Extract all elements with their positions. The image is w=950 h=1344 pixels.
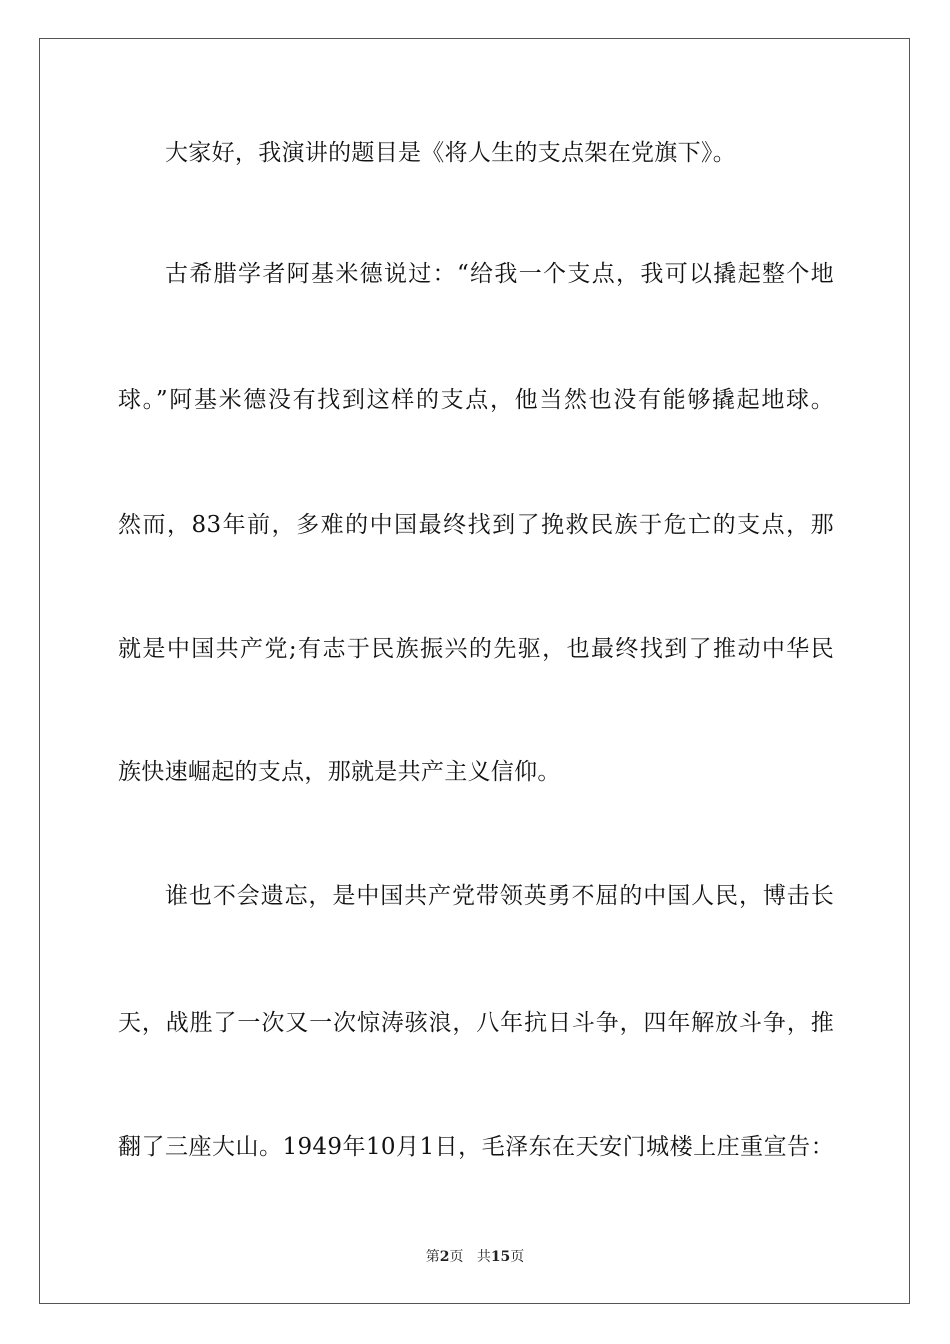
footer-total-pages: 15 <box>490 1249 511 1265</box>
paragraph-line: 谁也不会遗忘，是中国共产党带领英勇不屈的中国人民，博击长 <box>165 883 834 909</box>
paragraph-line: 然而，83年前，多难的中国最终找到了挽救民族于危亡的支点，那 <box>118 512 834 538</box>
paragraph-line: 族快速崛起的支点，那就是共产主义信仰。 <box>118 759 561 785</box>
page-footer <box>0 1248 950 1266</box>
paragraph-line: 大家好，我演讲的题目是《将人生的支点架在党旗下》。 <box>165 140 736 166</box>
footer-page-prefix: 第 <box>425 1249 440 1265</box>
paragraph-line: 球。”阿基米德没有找到这样的支点，他当然也没有能够撬起地球。 <box>118 387 834 413</box>
paragraph-line: 翻了三座大山。1949年10月1日，毛泽东在天安门城楼上庄重宣告： <box>118 1134 834 1160</box>
paragraph-line: 就是中国共产党;有志于民族振兴的先驱，也最终找到了推动中华民 <box>118 636 834 662</box>
footer-total-prefix: 共 <box>476 1249 491 1265</box>
footer-page-number: 2 <box>439 1249 450 1265</box>
footer-page-suffix: 页 <box>449 1249 464 1265</box>
paragraph-line: 古希腊学者阿基米德说过：“给我一个支点，我可以撬起整个地 <box>165 261 834 287</box>
footer-total-suffix: 页 <box>510 1249 525 1265</box>
paragraph-line: 天，战胜了一次又一次惊涛骇浪，八年抗日斗争，四年解放斗争，推 <box>118 1010 834 1036</box>
page-border <box>39 38 910 1304</box>
